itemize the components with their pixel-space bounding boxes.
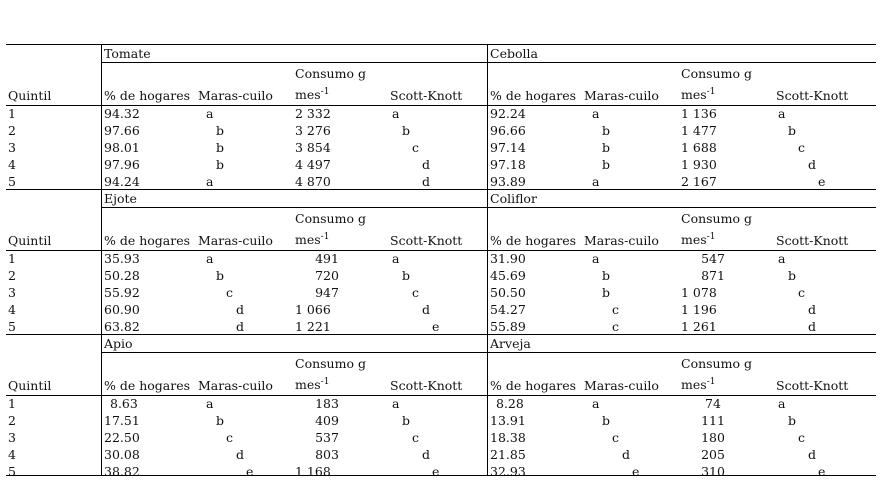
column-divider xyxy=(487,189,488,334)
consumo-cell: 74 xyxy=(705,396,721,411)
scott-knott-cell: a xyxy=(778,106,786,121)
crop-name-rule xyxy=(101,207,876,208)
col-header-consumo-unit xyxy=(681,378,715,392)
maras-cuilo-cell: a xyxy=(206,396,214,411)
maras-cuilo-cell: d xyxy=(236,447,245,462)
maras-cuilo-cell: a xyxy=(592,251,600,266)
consumo-cell: 871 xyxy=(701,268,725,283)
scott-knott-cell: c xyxy=(798,430,806,445)
column-divider xyxy=(101,189,102,334)
scott-knott-cell: b xyxy=(788,268,797,283)
crop-name: Arveja xyxy=(490,336,531,351)
consumo-cell: 205 xyxy=(701,447,725,462)
hogares-cell: 94.24 xyxy=(104,174,140,189)
consumo-cell: 1 930 xyxy=(681,157,717,172)
col-header-consumo: Consumo g xyxy=(295,211,366,226)
consumo-cell: 491 xyxy=(315,251,339,266)
hogares-cell: 93.89 xyxy=(490,174,526,189)
maras-cuilo-cell: c xyxy=(612,430,620,445)
col-header-hogares: % de hogares xyxy=(490,378,577,393)
hogares-cell: 13.91 xyxy=(490,413,526,428)
consumo-unit-exponent: -1 xyxy=(320,87,330,97)
scott-knott-cell: e xyxy=(432,319,440,334)
scott-knott-cell: b xyxy=(402,268,411,283)
scott-knott-cell: c xyxy=(798,140,806,155)
consumo-cell: 183 xyxy=(315,396,339,411)
quintil-cell: 2 xyxy=(8,268,16,283)
scott-knott-cell: d xyxy=(808,157,817,172)
scott-knott-cell: c xyxy=(412,285,420,300)
consumo-cell: 1 168 xyxy=(295,464,331,479)
scott-knott-cell: d xyxy=(808,302,817,317)
col-header-quintil: Quintil xyxy=(8,378,52,393)
hogares-cell: 32.93 xyxy=(490,464,526,479)
maras-cuilo-cell: b xyxy=(216,413,225,428)
col-header-maras-cuilo: Maras-cuilo xyxy=(198,378,273,393)
maras-cuilo-cell: a xyxy=(592,106,600,121)
maras-cuilo-cell: c xyxy=(612,319,620,334)
consumo-cell: 111 xyxy=(701,413,725,428)
consumo-cell: 4 870 xyxy=(295,174,331,189)
consumo-cell: 1 477 xyxy=(681,123,717,138)
scott-knott-cell: b xyxy=(402,123,411,138)
consumo-cell: 947 xyxy=(315,285,339,300)
hogares-cell: 45.69 xyxy=(490,268,526,283)
crop-name-rule xyxy=(101,62,876,63)
crop-name: Coliflor xyxy=(490,191,537,206)
col-header-hogares: % de hogares xyxy=(104,88,191,103)
maras-cuilo-cell: b xyxy=(602,157,611,172)
maras-cuilo-cell: c xyxy=(612,302,620,317)
consumo-unit-label: mes xyxy=(681,87,707,102)
quintil-cell: 3 xyxy=(8,140,16,155)
quintil-cell: 1 xyxy=(8,396,16,411)
maras-cuilo-cell: b xyxy=(602,413,611,428)
consumo-unit-label: mes xyxy=(295,232,321,247)
consumo-cell: 1 196 xyxy=(681,302,717,317)
crop-name: Apio xyxy=(104,336,133,351)
consumo-cell: 1 136 xyxy=(681,106,717,121)
scott-knott-cell: d xyxy=(422,174,431,189)
hogares-cell: 50.28 xyxy=(104,268,140,283)
consumo-cell: 180 xyxy=(701,430,725,445)
maras-cuilo-cell: d xyxy=(236,319,245,334)
scott-knott-cell: e xyxy=(818,464,826,479)
hogares-cell: 96.66 xyxy=(490,123,526,138)
hogares-cell: 54.27 xyxy=(490,302,526,317)
hogares-cell: 63.82 xyxy=(104,319,140,334)
maras-cuilo-cell: b xyxy=(216,140,225,155)
maras-cuilo-cell: e xyxy=(632,464,640,479)
consumo-unit-label: mes xyxy=(295,87,321,102)
col-header-scott-knott: Scott-Knott xyxy=(390,233,463,248)
maras-cuilo-cell: a xyxy=(206,174,214,189)
col-header-scott-knott: Scott-Knott xyxy=(776,378,849,393)
col-header-hogares: % de hogares xyxy=(104,378,191,393)
hogares-cell: 97.96 xyxy=(104,157,140,172)
maras-cuilo-cell: c xyxy=(226,430,234,445)
hogares-cell: 97.14 xyxy=(490,140,526,155)
consumo-unit-exponent: -1 xyxy=(706,232,716,242)
scott-knott-cell: a xyxy=(778,251,786,266)
consumo-cell: 803 xyxy=(315,447,339,462)
consumo-cell: 409 xyxy=(315,413,339,428)
scott-knott-cell: b xyxy=(402,413,411,428)
crop-group xyxy=(6,189,876,334)
hogares-cell: 21.85 xyxy=(490,447,526,462)
consumo-cell: 3 276 xyxy=(295,123,331,138)
scott-knott-cell: d xyxy=(422,302,431,317)
consumo-cell: 3 854 xyxy=(295,140,331,155)
scott-knott-cell: a xyxy=(392,251,400,266)
consumo-cell: 2 167 xyxy=(681,174,717,189)
col-header-consumo: Consumo g xyxy=(295,66,366,81)
consumo-unit-exponent: -1 xyxy=(706,87,716,97)
col-header-hogares: % de hogares xyxy=(490,233,577,248)
hogares-cell: 97.66 xyxy=(104,123,140,138)
col-header-quintil: Quintil xyxy=(8,233,52,248)
hogares-cell: 38.82 xyxy=(104,464,140,479)
crop-name: Cebolla xyxy=(490,46,538,61)
maras-cuilo-cell: a xyxy=(206,251,214,266)
maras-cuilo-cell: b xyxy=(216,157,225,172)
scott-knott-cell: d xyxy=(422,447,431,462)
consumo-unit-label: mes xyxy=(681,232,707,247)
scott-knott-cell: a xyxy=(392,106,400,121)
scott-knott-cell: d xyxy=(808,319,817,334)
consumo-cell: 1 261 xyxy=(681,319,717,334)
scott-knott-cell: c xyxy=(412,140,420,155)
quintil-cell: 5 xyxy=(8,319,16,334)
consumo-cell: 1 066 xyxy=(295,302,331,317)
column-divider xyxy=(101,44,102,189)
col-header-maras-cuilo: Maras-cuilo xyxy=(584,88,659,103)
maras-cuilo-cell: b xyxy=(602,140,611,155)
hogares-cell: 35.93 xyxy=(104,251,140,266)
quintil-cell: 4 xyxy=(8,447,16,462)
col-header-consumo-unit xyxy=(295,88,329,102)
scott-knott-cell: b xyxy=(788,123,797,138)
hogares-cell: 97.18 xyxy=(490,157,526,172)
crop-group xyxy=(6,44,876,189)
maras-cuilo-cell: b xyxy=(602,268,611,283)
quintil-cell: 4 xyxy=(8,157,16,172)
scott-knott-cell: e xyxy=(818,174,826,189)
col-header-consumo-unit xyxy=(681,88,715,102)
scott-knott-cell: d xyxy=(422,157,431,172)
col-header-maras-cuilo: Maras-cuilo xyxy=(584,378,659,393)
maras-cuilo-cell: a xyxy=(592,174,600,189)
scott-knott-cell: c xyxy=(412,430,420,445)
quintil-cell: 1 xyxy=(8,106,16,121)
consumo-cell: 4 497 xyxy=(295,157,331,172)
hogares-cell: 8.63 xyxy=(110,396,138,411)
scott-knott-cell: e xyxy=(432,464,440,479)
hogares-cell: 8.28 xyxy=(496,396,524,411)
scott-knott-cell: a xyxy=(778,396,786,411)
maras-cuilo-cell: b xyxy=(602,123,611,138)
maras-cuilo-cell: b xyxy=(216,268,225,283)
quintil-cell: 4 xyxy=(8,302,16,317)
col-header-scott-knott: Scott-Knott xyxy=(776,233,849,248)
hogares-cell: 17.51 xyxy=(104,413,140,428)
maras-cuilo-cell: d xyxy=(236,302,245,317)
hogares-cell: 18.38 xyxy=(490,430,526,445)
consumo-cell: 2 332 xyxy=(295,106,331,121)
crop-name: Tomate xyxy=(104,46,151,61)
quintil-cell: 3 xyxy=(8,285,16,300)
column-divider xyxy=(487,334,488,475)
col-header-consumo-unit xyxy=(295,233,329,247)
hogares-cell: 55.89 xyxy=(490,319,526,334)
group-bottom-rule xyxy=(6,475,876,476)
consumo-cell: 720 xyxy=(315,268,339,283)
col-header-scott-knott: Scott-Knott xyxy=(776,88,849,103)
consumo-cell: 547 xyxy=(701,251,725,266)
col-header-hogares: % de hogares xyxy=(490,88,577,103)
col-header-consumo-unit xyxy=(681,233,715,247)
hogares-cell: 30.08 xyxy=(104,447,140,462)
col-header-consumo-unit xyxy=(295,378,329,392)
quintil-cell: 3 xyxy=(8,430,16,445)
consumo-cell: 1 221 xyxy=(295,319,331,334)
crop-group xyxy=(6,334,876,479)
scott-knott-cell: c xyxy=(798,285,806,300)
column-divider xyxy=(487,44,488,189)
consumo-unit-exponent: -1 xyxy=(706,377,716,387)
col-header-scott-knott: Scott-Knott xyxy=(390,378,463,393)
col-header-hogares: % de hogares xyxy=(104,233,191,248)
consumo-cell: 310 xyxy=(701,464,725,479)
hogares-cell: 50.50 xyxy=(490,285,526,300)
scott-knott-cell: b xyxy=(788,413,797,428)
column-divider xyxy=(101,334,102,475)
maras-cuilo-cell: b xyxy=(602,285,611,300)
col-header-consumo: Consumo g xyxy=(681,356,752,371)
consumo-cell: 1 078 xyxy=(681,285,717,300)
maras-cuilo-cell: a xyxy=(592,396,600,411)
scott-knott-cell: d xyxy=(808,447,817,462)
consumo-cell: 1 688 xyxy=(681,140,717,155)
maras-cuilo-cell: d xyxy=(622,447,631,462)
consumo-unit-exponent: -1 xyxy=(320,232,330,242)
maras-cuilo-cell: c xyxy=(226,285,234,300)
consumo-unit-label: mes xyxy=(295,377,321,392)
hogares-cell: 60.90 xyxy=(104,302,140,317)
quintil-cell: 5 xyxy=(8,174,16,189)
hogares-cell: 92.24 xyxy=(490,106,526,121)
col-header-maras-cuilo: Maras-cuilo xyxy=(198,233,273,248)
consumo-unit-label: mes xyxy=(681,377,707,392)
col-header-maras-cuilo: Maras-cuilo xyxy=(584,233,659,248)
col-header-consumo: Consumo g xyxy=(681,211,752,226)
consumo-unit-exponent: -1 xyxy=(320,377,330,387)
quintil-cell: 5 xyxy=(8,464,16,479)
scott-knott-cell: a xyxy=(392,396,400,411)
quintil-cell: 2 xyxy=(8,413,16,428)
hogares-cell: 94.32 xyxy=(104,106,140,121)
col-header-scott-knott: Scott-Knott xyxy=(390,88,463,103)
crop-name-rule xyxy=(101,352,876,353)
hogares-cell: 98.01 xyxy=(104,140,140,155)
maras-cuilo-cell: e xyxy=(246,464,254,479)
maras-cuilo-cell: b xyxy=(216,123,225,138)
hogares-cell: 55.92 xyxy=(104,285,140,300)
col-header-consumo: Consumo g xyxy=(681,66,752,81)
hogares-cell: 22.50 xyxy=(104,430,140,445)
crop-name: Ejote xyxy=(104,191,137,206)
hogares-cell: 31.90 xyxy=(490,251,526,266)
col-header-consumo: Consumo g xyxy=(295,356,366,371)
quintil-cell: 2 xyxy=(8,123,16,138)
col-header-quintil: Quintil xyxy=(8,88,52,103)
quintil-cell: 1 xyxy=(8,251,16,266)
consumo-cell: 537 xyxy=(315,430,339,445)
maras-cuilo-cell: a xyxy=(206,106,214,121)
col-header-maras-cuilo: Maras-cuilo xyxy=(198,88,273,103)
